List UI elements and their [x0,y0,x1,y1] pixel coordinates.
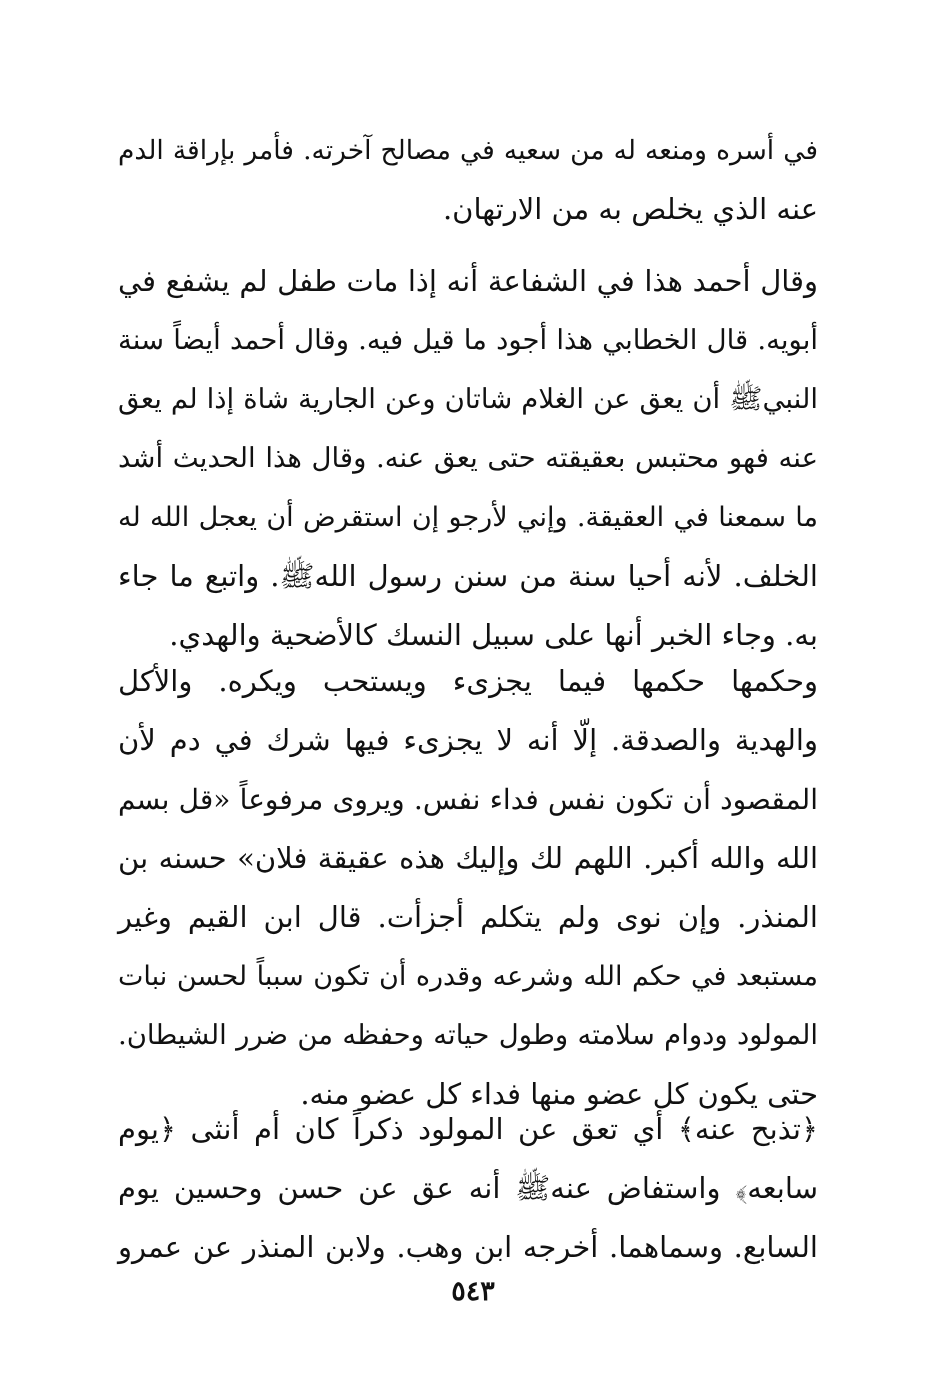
text-line: وحكمها حكمها فيما يجزىء ويستحب ويكره. والأكل [118,664,818,698]
text-line: الخلف. لأنه أحيا سنة من سنن رسول اللهﷺ. واتبع ما جاء [118,559,818,593]
text-line: النبيﷺ أن يعق عن الغلام شاتان وعن الجارية شاة إذا لم يعق [118,383,818,415]
paragraph-4 [118,1100,818,1277]
text-line: سابعه﴾ واستفاض عنهﷺ أنه عق عن حسن وحسين يوم [118,1171,818,1205]
text-line: عنه فهو محتبس بعقيقته حتى يعق عنه. وقال هذا الحديث أشد [118,442,818,474]
paragraph-2 [118,252,818,665]
text-line: ما سمعنا في العقيقة. وإني لأرجو إن استقرض أن يعجل الله له [118,502,818,533]
paragraph-3 [118,652,818,1124]
text-line: وقال أحمد هذا في الشفاعة أنه إذا مات طفل لم يشفع في [118,264,818,298]
text-line: المقصود أن تكون نفس فداء نفس. ويروى مرفوعاً «قل بسم [118,783,818,816]
text-line: في أسره ومنعه له من سعيه في مصالح آخرته. فأمر بإراقة الدم [118,135,818,166]
text-line: والهدية والصدقة. إلّا أنه لا يجزىء فيها شرك في دم لأن [118,723,818,757]
paragraph-1 [118,121,818,239]
text-line: المنذر. وإن نوى ولم يتكلم أجزأت. قال ابن القيم وغير [118,900,818,934]
text-line: الله والله أكبر. اللهم لك وإليك هذه عقيقة فلان» حسنه بن [118,841,818,875]
text-line: السابع. وسماهما. أخرجه ابن وهب. ولابن المنذر عن عمرو [118,1230,818,1264]
text-line: مستبعد في حكم الله وشرعه وقدره أن تكون سبباً لحسن نبات [118,961,818,992]
text-line: عنه الذي يخلص به من الارتهان. [442,192,818,226]
text-line: ﴿تذبح عنه﴾ أي تعق عن المولود ذكراً كان أم أنثى ﴿يوم [118,1112,818,1146]
text-line: به. وجاء الخبر أنها على سبيل النسك كالأضحية والهدي. [169,618,818,652]
text-line: المولود ودوام سلامته وطول حياته وحفظه من ضرر الشيطان. [118,1019,818,1051]
text-line: حتى يكون كل عضو منها فداء كل عضو منه. [300,1077,818,1111]
page-number: ٥٤٣ [451,1276,495,1307]
text-line: أبويه. قال الخطابي هذا أجود ما قيل فيه. وقال أحمد أيضاً سنة [118,324,818,356]
